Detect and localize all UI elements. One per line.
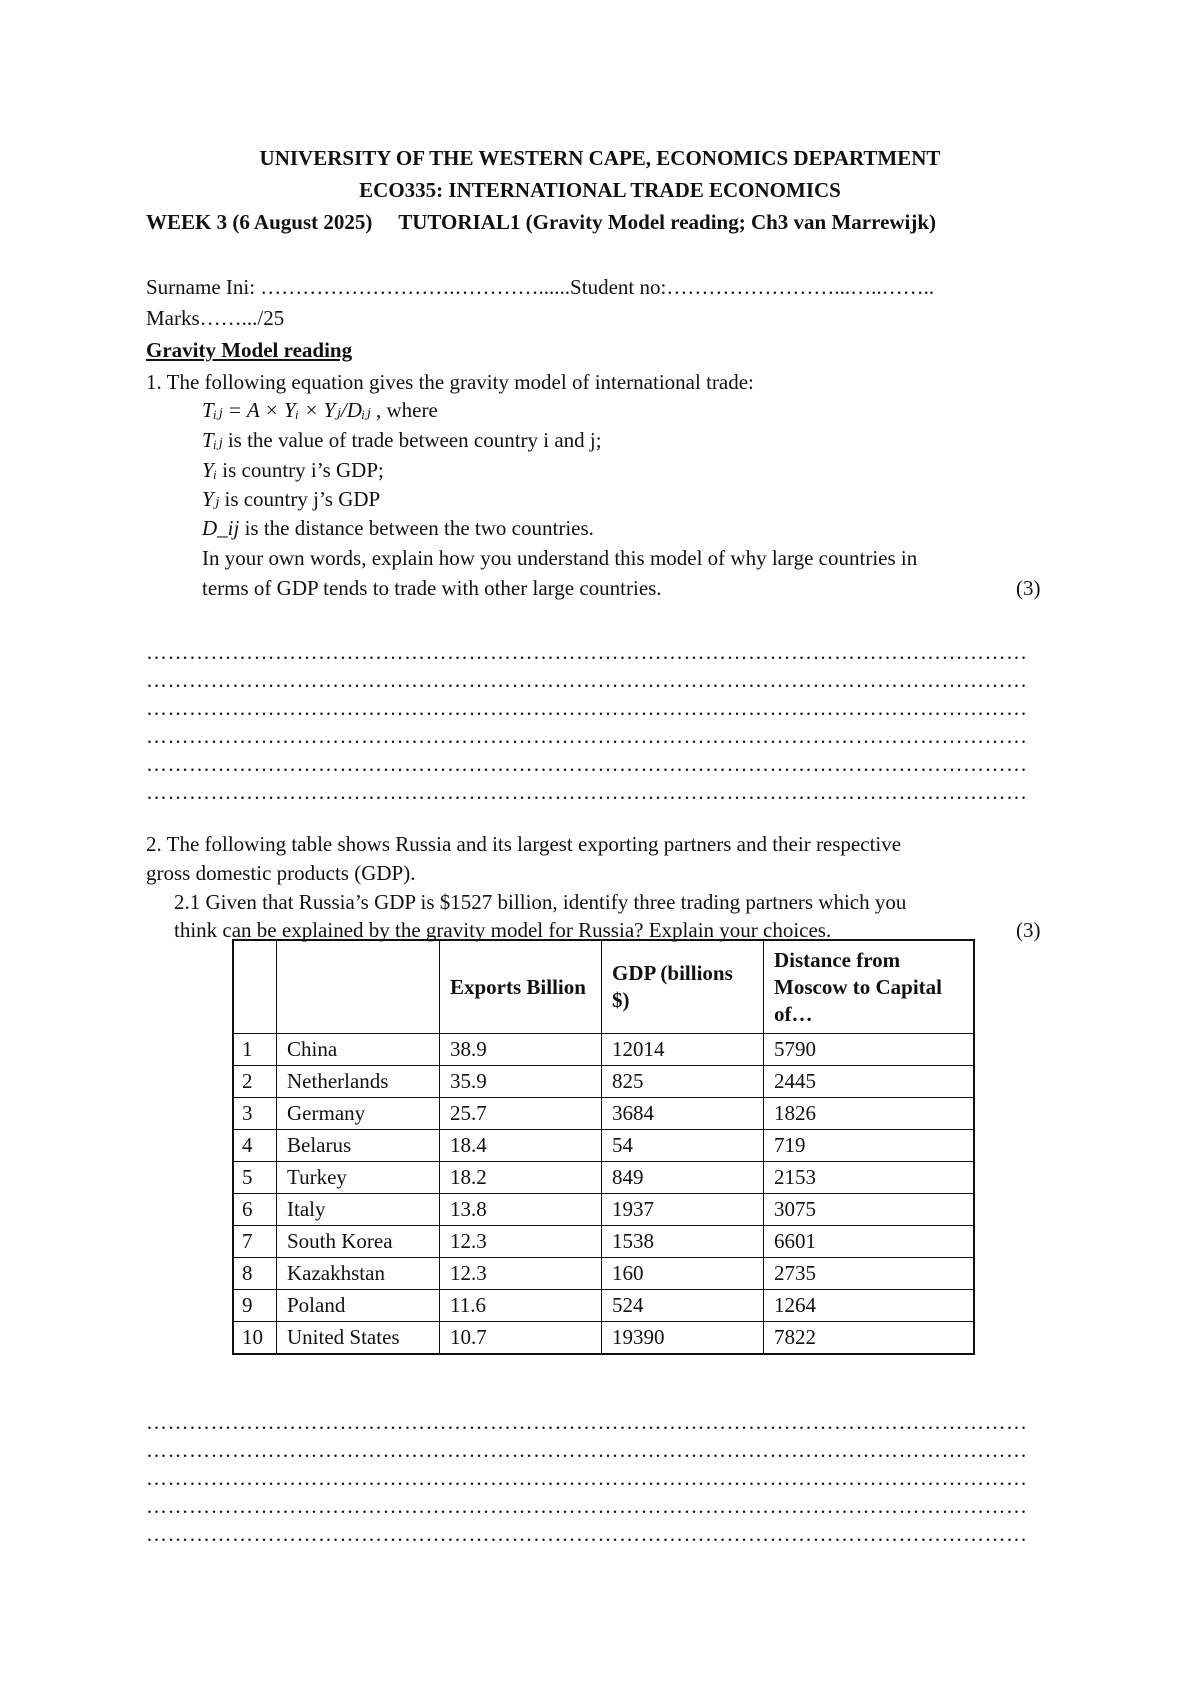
table-row (233, 1322, 974, 1355)
country-cell: Turkey (277, 1162, 440, 1194)
q1-def-distance-text: is the distance between the two countries. (239, 516, 594, 540)
q1-def-gdp-i (202, 458, 384, 483)
q1-def-gdp-j-text: is country j’s GDP (219, 487, 381, 511)
answer-line: …………………………………………………………………………………………………………… (146, 752, 1028, 776)
gdp-cell: 849 (602, 1162, 764, 1194)
answer-line: …………………………………………………………………………………………………………… (146, 696, 1028, 720)
answer-line: …………………………………………………………………………………………………………… (146, 1522, 1028, 1546)
distance-cell: 7822 (764, 1322, 975, 1355)
rank-cell: 1 (233, 1034, 277, 1066)
rank-cell: 9 (233, 1290, 277, 1322)
exports-cell: 25.7 (440, 1098, 602, 1130)
distance-cell: 2445 (764, 1066, 975, 1098)
header-week: WEEK 3 (6 August 2025) TUTORIAL1 (Gravity Model reading; Ch3 van Marrewijk) (146, 210, 937, 234)
q1-def-trade-symbol: Tᵢⱼ (202, 428, 223, 452)
distance-cell: 719 (764, 1130, 975, 1162)
answer-line: …………………………………………………………………………………………………………… (146, 724, 1028, 748)
answer-line: …………………………………………………………………………………………………………… (146, 1466, 1028, 1490)
answer-line: …………………………………………………………………………………………………………… (146, 668, 1028, 692)
rank-cell: 5 (233, 1162, 277, 1194)
q1-def-gdp-i-symbol: Yᵢ (202, 458, 218, 482)
q2-sub-line2: think can be explained by the gravity model for Russia? Explain your choices. (174, 918, 832, 942)
country-cell: Italy (277, 1194, 440, 1226)
table-row (233, 1034, 974, 1066)
exports-cell: 13.8 (440, 1194, 602, 1226)
q1-marks: (3) (1016, 576, 1041, 600)
q1-def-distance-symbol: D_ij (202, 516, 240, 540)
table-header-row (233, 940, 974, 1034)
exports-cell: 12.3 (440, 1226, 602, 1258)
table-header-distance: Distance from Moscow to Capital of… (764, 940, 975, 1034)
gdp-cell: 1538 (602, 1226, 764, 1258)
gdp-cell: 54 (602, 1130, 764, 1162)
table-row (233, 1290, 974, 1322)
table-header-cell (277, 940, 440, 1034)
distance-cell: 2153 (764, 1162, 975, 1194)
country-cell: Kazakhstan (277, 1258, 440, 1290)
q2-line2: gross domestic products (GDP). (146, 861, 416, 885)
rank-cell: 3 (233, 1098, 277, 1130)
table-row (233, 1258, 974, 1290)
q1-prompt-line2: terms of GDP tends to trade with other large countries. (202, 576, 662, 600)
table-header-exports: Exports Billion (440, 940, 602, 1034)
q2-marks: (3) (1016, 918, 1041, 942)
rank-cell: 6 (233, 1194, 277, 1226)
gdp-cell: 524 (602, 1290, 764, 1322)
table-row (233, 1098, 974, 1130)
distance-cell: 2735 (764, 1258, 975, 1290)
rank-cell: 10 (233, 1322, 277, 1355)
rank-cell: 2 (233, 1066, 277, 1098)
rank-cell: 8 (233, 1258, 277, 1290)
gdp-cell: 19390 (602, 1322, 764, 1355)
q1-def-gdp-j-symbol: Yⱼ (202, 487, 220, 511)
country-cell: Poland (277, 1290, 440, 1322)
table-row (233, 1066, 974, 1098)
rank-cell: 4 (233, 1130, 277, 1162)
marks-line: Marks…….../25 (146, 306, 285, 330)
gdp-cell: 1937 (602, 1194, 764, 1226)
q1-def-gdp-j (202, 487, 380, 512)
country-cell: Belarus (277, 1130, 440, 1162)
q1-intro: 1. The following equation gives the gravity model of international trade: (146, 370, 754, 394)
section-title: Gravity Model reading (146, 338, 353, 362)
table-header-cell (233, 940, 277, 1034)
distance-cell: 1264 (764, 1290, 975, 1322)
answer-line: …………………………………………………………………………………………………………… (146, 1494, 1028, 1518)
q1-prompt-line1: In your own words, explain how you understand this model of why large countries in (202, 546, 918, 570)
q1-equation-line (202, 398, 438, 423)
table-header-gdp: GDP (billions $) (602, 940, 764, 1034)
distance-cell: 1826 (764, 1098, 975, 1130)
answer-line: …………………………………………………………………………………………………………… (146, 1438, 1028, 1462)
table-row (233, 1130, 974, 1162)
country-cell: South Korea (277, 1226, 440, 1258)
country-cell: China (277, 1034, 440, 1066)
gdp-cell: 160 (602, 1258, 764, 1290)
table-row (233, 1194, 974, 1226)
q1-def-distance (202, 516, 594, 541)
exports-cell: 35.9 (440, 1066, 602, 1098)
q1-def-trade (202, 428, 602, 453)
exports-cell: 38.9 (440, 1034, 602, 1066)
exports-table (232, 939, 975, 1355)
header-course: ECO335: INTERNATIONAL TRADE ECONOMICS (359, 178, 841, 202)
answer-line: …………………………………………………………………………………………………………… (146, 640, 1028, 664)
answer-line: …………………………………………………………………………………………………………… (146, 780, 1028, 804)
country-cell: Netherlands (277, 1066, 440, 1098)
q1-equation: Tᵢⱼ = A × Yᵢ × Yⱼ/Dᵢⱼ (202, 398, 371, 422)
distance-cell: 3075 (764, 1194, 975, 1226)
table-row (233, 1162, 974, 1194)
exports-cell: 11.6 (440, 1290, 602, 1322)
gdp-cell: 12014 (602, 1034, 764, 1066)
q1-def-gdp-i-text: is country i’s GDP; (217, 458, 384, 482)
header-university: UNIVERSITY OF THE WESTERN CAPE, ECONOMICS DEPARTMENT (259, 146, 941, 170)
gdp-cell: 825 (602, 1066, 764, 1098)
q2-sub-line1: 2.1 Given that Russia’s GDP is $1527 billion, identify three trading partners which you (174, 890, 907, 914)
distance-cell: 5790 (764, 1034, 975, 1066)
table-row (233, 1226, 974, 1258)
exports-cell: 10.7 (440, 1322, 602, 1355)
student-name-line: Surname Ini: ……………………….…………......Student no:……………………...…..…….. (146, 275, 935, 299)
exports-cell: 18.2 (440, 1162, 602, 1194)
exports-cell: 12.3 (440, 1258, 602, 1290)
rank-cell: 7 (233, 1226, 277, 1258)
distance-cell: 6601 (764, 1226, 975, 1258)
q1-def-trade-text: is the value of trade between country i and j; (222, 428, 602, 452)
gdp-cell: 3684 (602, 1098, 764, 1130)
exports-cell: 18.4 (440, 1130, 602, 1162)
answer-line: …………………………………………………………………………………………………………… (146, 1410, 1028, 1434)
q1-equation-suffix: , where (370, 398, 438, 422)
q2-line1: 2. The following table shows Russia and its largest exporting partners and their respective (146, 832, 902, 856)
country-cell: Germany (277, 1098, 440, 1130)
country-cell: United States (277, 1322, 440, 1355)
